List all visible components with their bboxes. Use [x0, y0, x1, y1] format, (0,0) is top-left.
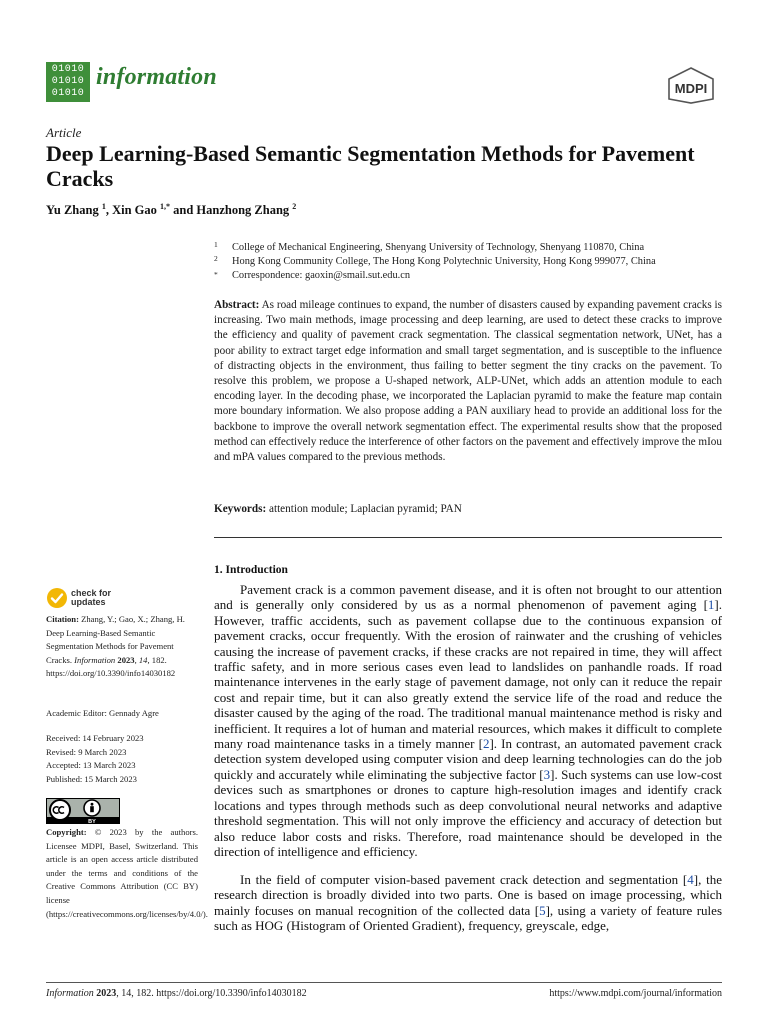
publication-dates: [46, 732, 198, 786]
citation-year: 2023: [117, 654, 135, 665]
author-affiliation-mark: 2: [292, 201, 297, 211]
date-received: Received: 14 February 2023: [46, 733, 144, 743]
citation-label: Citation:: [46, 614, 79, 624]
keywords: [214, 503, 722, 515]
abstract: [214, 298, 722, 465]
keywords-text: attention module; Laplacian pyramid; PAN: [269, 503, 462, 515]
section-heading: 1. Introduction: [214, 564, 288, 576]
paragraph-text: ], the research direction is broadly divided into two parts. One is based on image processing, which mainly focuses on manual recognition of the collected data [: [214, 872, 722, 918]
paper-title: Deep Learning-Based Semantic Segmentation Methods for Pavement Cracks: [46, 141, 695, 191]
abstract-label: Abstract:: [214, 299, 260, 311]
check-updates-line: check for: [71, 587, 112, 598]
paragraph-text: ]. However, traffic accidents, such as pavement collapse due to the continuous expansion of pavement cracks, occur frequently. With the erosion of rainwater and the crushing of vehicles causing the increase of pavement cracks, if these cracks are not repaired in time, they will affect traffic safety, and in more serious cases even lead to landslides on panhandle roads. If road maintenance intervenes in the early stage of pavement damage, not only can it reduce the repair cost and repair time, but it can also greatly extend the service life of the road and reduce the disaster caused by the aging of the road. The traditional manual maintenance method is risky and inefficient. It requires a lot of human and material resources, which makes it difficult to complete many road maintenance tasks in a timely manner [: [214, 597, 722, 752]
footer-journal-url[interactable]: https://www.mdpi.com/journal/information: [549, 988, 722, 999]
citation-volume: 14: [138, 654, 148, 665]
citation-journal: Information: [74, 654, 116, 665]
paragraph-text: ]. In contrast, an automated pavement crack detection system developed using computer vision and deep learning technologies can do the job quickly and accurately while eliminating the subjective factor [: [214, 736, 723, 782]
date-published: Published: 15 March 2023: [46, 773, 137, 784]
abstract-text: As road mileage continues to expand, the number of disasters caused by expanding pavement cracks is increasing. Two main methods, image processing and deep learning, are used to detect these cracks to improve the efficiency and quality of pavement crack segmentation. The classical segmentation network, UNet, has a poor ability to extract target edge information and small target segmentation, and is susceptible to the influence of distracting objects in the environment, thus failing to better segment the tiny cracks on the pavement. To resolve this problem, we propose a U-shaped network, ALP-UNet, which adds an attention module to each encoding layer. In the decoding phase, we incorporated the Laplacian pyramid to make the feature map contain more boundary information. We also propose adding a PAN auxiliary head to provide an additional loss for the backbone to improve the overall network segmentation effect. The experimental results show that the proposed method can effectively reduce the interference of other factors on the pavement and effectively improve the mIou and mPA values compared to the previous methods.: [214, 299, 722, 464]
paragraph: [214, 582, 722, 859]
paragraph-text: Pavement crack is a common pavement disease, and it is often not brought to our attention and is generally only considered by us as a normal phenomenon of pavement aging [: [214, 582, 722, 613]
keywords-label: Keywords:: [214, 503, 267, 515]
reference-link[interactable]: 1: [707, 597, 715, 613]
paragraph-text: In the field of computer vision-based pavement crack detection and segmentation [: [240, 872, 688, 887]
affiliation-mark: *: [214, 270, 218, 279]
article-type: Article: [46, 125, 82, 140]
author-affiliation-mark: 1,*: [160, 201, 171, 211]
check-updates-label: [71, 589, 111, 608]
journal-name: information: [96, 64, 217, 90]
citation-doi[interactable]: , 182. https://doi.org/10.3390/info14030182: [46, 654, 176, 679]
author-name[interactable]: Xin Gao: [112, 203, 157, 217]
reference-link[interactable]: 5: [539, 902, 546, 918]
logo-line: 01010: [51, 88, 85, 99]
paragraph: [214, 872, 722, 934]
citation-text: Zhang, Y.; Gao, X.; Zhang, H. Deep Learning-Based Semantic Segmentation Methods for Pavement Cracks.: [46, 614, 185, 665]
footer-divider: [46, 982, 722, 983]
logo-line: 01010: [51, 76, 85, 87]
section-divider: [214, 537, 722, 538]
footer-citation: [46, 988, 307, 999]
citation: Citation: Zhang, Y.; Gao, X.; Zhang, H. Deep Learning-Based Semantic Segmentation Methods for Pavement Cracks. Information 2023, 14, 182. https://doi.org/10.3390/info14030182: [46, 614, 185, 679]
date-accepted: Accepted: 13 March 2023: [46, 760, 136, 771]
mdpi-logo-text: MDPI: [674, 81, 708, 96]
cc-badge-label: BY: [88, 819, 96, 824]
correspondence-text[interactable]: Correspondence: gaoxin@smail.sut.edu.cn: [232, 270, 411, 281]
affiliation-mark: 2: [214, 254, 218, 263]
author-affiliation-mark: 1: [101, 201, 106, 211]
mdpi-logo: [662, 66, 720, 104]
author-name[interactable]: Hanzhong Zhang: [196, 203, 290, 217]
copyright-notice: [46, 826, 208, 921]
reference-link[interactable]: 4: [687, 872, 694, 887]
reference-link[interactable]: 2: [482, 736, 490, 752]
footer-year: 2023: [96, 988, 117, 999]
author-list: Yu Zhang $^1$, Xin Gao $^{1,*}$ and Hanzhong Zhang $^2$: [46, 201, 297, 217]
journal-logo: [46, 62, 90, 102]
reference-link[interactable]: 3: [543, 766, 551, 782]
paragraph-text: ]. Such systems can use low-cost devices such as smartphones or drones to capture high-resolution images and identify crack locations and types through methods such as deep convolutional neural networks and adaptive threshold segmentation. This will not only improve the efficiency and accuracy of detection but also reduce labor costs and risks. Therefore, road maintenance should be developed in the direction of intelligence and efficiency.: [214, 766, 722, 859]
author-name[interactable]: Yu Zhang: [46, 203, 99, 217]
check-updates-icon: [46, 587, 68, 609]
affiliation-text: Hong Kong Community College, The Hong Kong Polytechnic University, Hong Kong 999077, China: [232, 256, 656, 267]
cc-by-license-icon[interactable]: [46, 798, 120, 824]
footer-doi[interactable]: , 14, 182. https://doi.org/10.3390/info14030182: [116, 988, 307, 999]
academic-editor: Academic Editor: Gennady Agre: [46, 708, 159, 718]
check-updates-line: updates: [71, 597, 106, 607]
footer-journal: Information: [46, 988, 94, 999]
affiliation-mark: 1: [214, 240, 218, 249]
date-revised: Revised: 9 March 2023: [46, 746, 127, 757]
copyright-text: © 2023 by the authors. Licensee MDPI, Basel, Switzerland. This article is an open access article distributed under the terms and conditions of the Creative Commons Attribution (CC BY) license (https://creativecommons.org/licenses/by/4.0/).: [46, 827, 208, 919]
author-joiner: and: [173, 203, 194, 217]
check-for-updates-button[interactable]: [46, 587, 111, 609]
affiliation-text: College of Mechanical Engineering, Shenyang University of Technology, Shenyang 110870, China: [232, 242, 645, 253]
copyright-label: Copyright:: [46, 827, 87, 837]
paragraph-text: ], using a variety of feature rules such as HOG (Histogram of Oriented Gradient), frequency, greyscale, edge,: [214, 902, 722, 934]
logo-line: 01010: [51, 64, 85, 75]
